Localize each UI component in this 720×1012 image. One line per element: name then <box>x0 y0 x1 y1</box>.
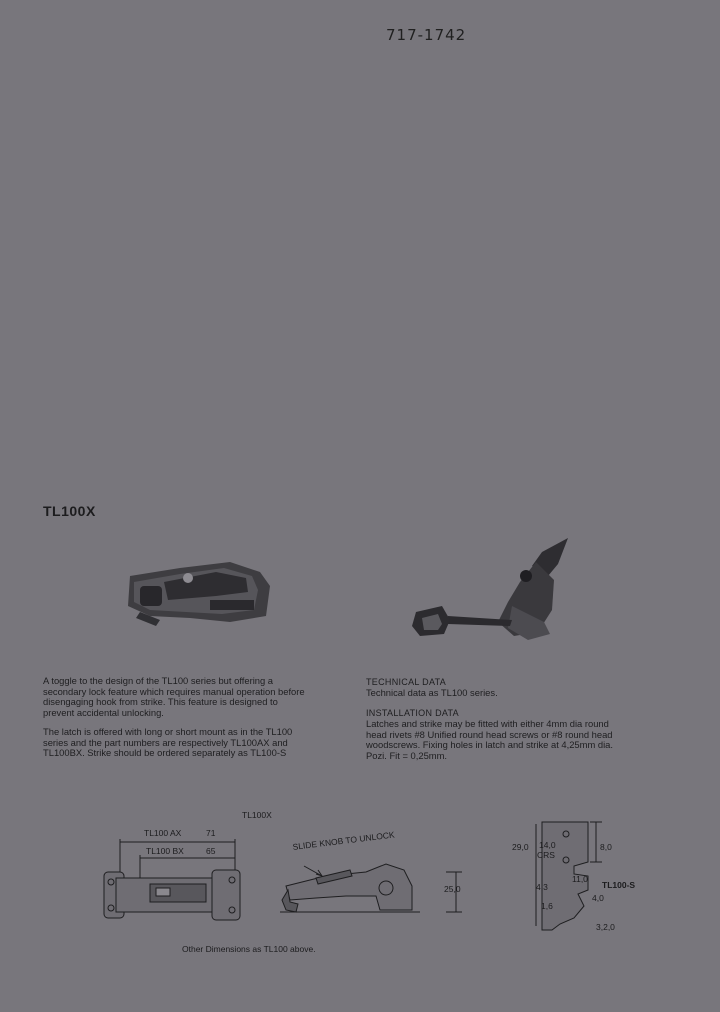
installation-data-heading: INSTALLATION DATA <box>366 708 459 718</box>
slide-knob-label: SLIDE KNOB TO UNLOCK <box>292 829 396 852</box>
strike-dim-side: 4,3 <box>536 882 548 892</box>
strike-dim-bottom: 3,2,0 <box>596 922 615 932</box>
latch-closed-photo <box>120 556 280 632</box>
description-line: disengaging hook from strike. This feature is designed to <box>43 696 278 708</box>
strike-dim-width: 14,0 <box>539 840 556 850</box>
height-dimension-value: 25,0 <box>444 884 461 894</box>
installation-line: Pozi. Fit = 0,25mm. <box>366 749 448 761</box>
strike-dim-crs-label: CRS <box>537 850 555 860</box>
technical-data-text: Technical data as TL100 series. <box>366 687 498 698</box>
handwritten-reference: 717-1742 <box>386 26 467 44</box>
strike-dim-base: 1,6 <box>541 901 553 911</box>
strike-label: TL100-S <box>602 880 636 890</box>
description-paragraph-2 <box>43 727 292 759</box>
installation-line: woodscrews. Fixing holes in latch and strike at 4,25mm dia. <box>366 739 613 751</box>
strike-dim-crs: 29,0 <box>512 842 529 852</box>
dimension-tl100-ax: TL100 AX <box>144 828 182 838</box>
strike-dim-top: 8,0 <box>600 842 612 852</box>
installation-line: head rivets #8 Unified round head screws or #8 round head <box>366 728 613 740</box>
description-line: A toggle to the design of the TL100 series but offering a <box>43 675 274 686</box>
latch-open-photo <box>408 536 578 646</box>
drawing-title: TL100X <box>242 810 272 820</box>
installation-line: Latches and strike may be fitted with either 4mm dia round <box>366 718 609 729</box>
dimension-tl100-ax-value: 71 <box>206 828 216 838</box>
footer-note: Other Dimensions as TL100 above. <box>182 944 316 954</box>
product-title: TL100X <box>43 503 96 519</box>
description-line: TL100BX. Strike should be ordered separately as TL100-S <box>43 747 287 759</box>
strike-dim-lower: 4,0 <box>592 893 604 903</box>
description-line: secondary lock feature which requires manual operation before <box>43 685 305 697</box>
description-paragraph-1 <box>43 676 305 718</box>
strike-dim-mid: 11,0 <box>572 874 588 884</box>
description-line: series and the part numbers are respectively TL100AX and <box>43 736 288 748</box>
description-line: prevent accidental unlocking. <box>43 706 164 718</box>
dimension-tl100-bx-value: 65 <box>206 846 216 856</box>
dimension-tl100-bx: TL100 BX <box>146 846 184 856</box>
installation-data-text <box>366 719 613 761</box>
description-line: The latch is offered with long or short mount as in the TL100 <box>43 726 293 737</box>
technical-data-heading: TECHNICAL DATA <box>366 677 447 687</box>
